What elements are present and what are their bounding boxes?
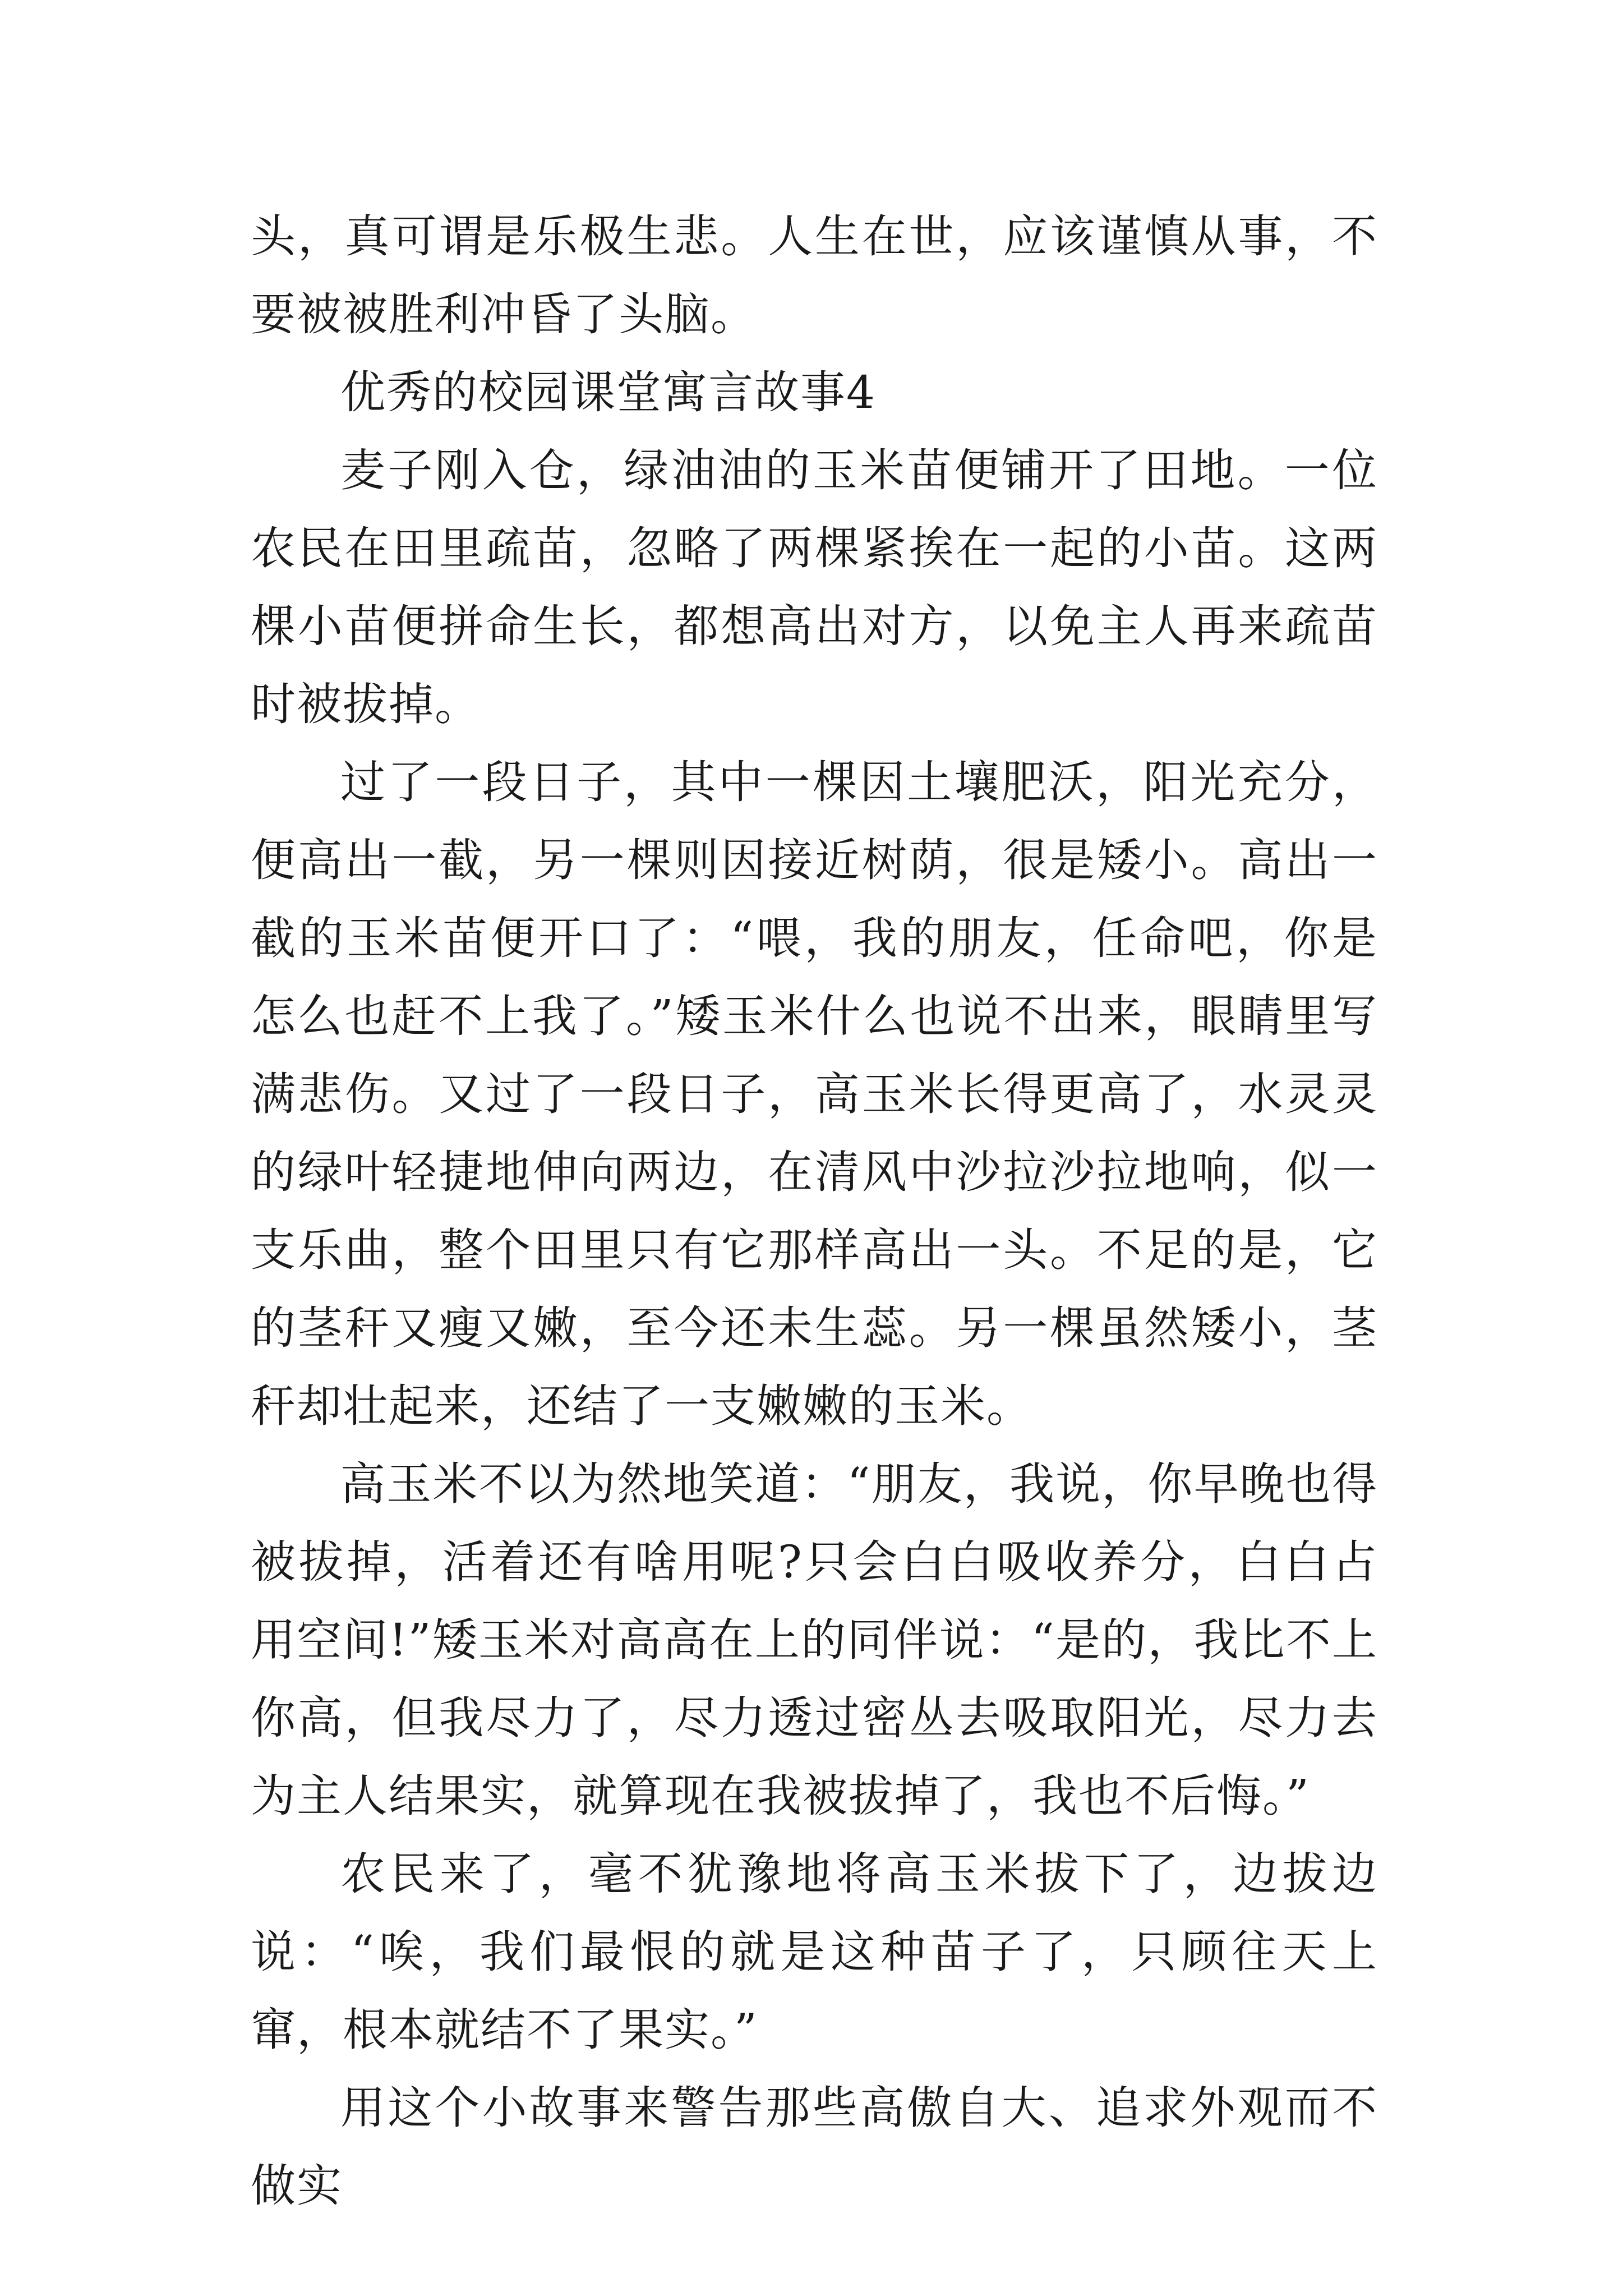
paragraph-continuation: 头，真可谓是乐极生悲。人生在世，应该谨慎从事，不要被被胜利冲昏了头脑。 — [251, 210, 1378, 341]
paragraph: 麦子刚入仓，绿油油的玉米苗便铺开了田地。一位农民在田里疏苗，忽略了两棵紧挨在一起的小苗。这两棵小苗便拼命生长，都想高出对方，以免主人再来疏苗时被拔掉。 — [251, 444, 1378, 730]
paragraph: 用这个小故事来警告那些高傲自大、追求外观而不做实 — [251, 2082, 1378, 2212]
document-body — [251, 197, 1378, 2225]
paragraph: 高玉米不以为然地笑道：“朋友，我说，你早晚也得被拔掉，活着还有啥用呢?只会白白吸收养分，白白占用空间!”矮玉米对高高在上的同伴说：“是的，我比不上你高，但我尽力了，尽力透过密丛去吸取阳光，尽力去为主人结果实，就算现在我被拔掉了，我也不后悔。” — [251, 1458, 1378, 1822]
section-title: 优秀的校园课堂寓言故事4 — [340, 366, 876, 418]
paragraph: 过了一段日子，其中一棵因土壤肥沃，阳光充分，便高出一截，另一棵则因接近树荫，很是矮小。高出一截的玉米苗便开口了：“喂，我的朋友，任命吧，你是怎么也赶不上我了。”矮玉米什么也说不出来，眼睛里写满悲伤。又过了一段日子，高玉米长得更高了，水灵灵的绿叶轻捷地伸向两边，在清风中沙拉沙拉地响，似一支乐曲，整个田里只有它那样高出一头。不足的是，它的茎秆又瘦又嫩，至今还未生蕊。另一棵虽然矮小，茎秆却壮起来，还结了一支嫩嫩的玉米。 — [251, 756, 1378, 1432]
paragraph: 农民来了，毫不犹豫地将高玉米拔下了，边拔边说：“唉，我们最恨的就是这种苗子了，只顾往天上窜，根本就结不了果实。” — [251, 1848, 1378, 2056]
